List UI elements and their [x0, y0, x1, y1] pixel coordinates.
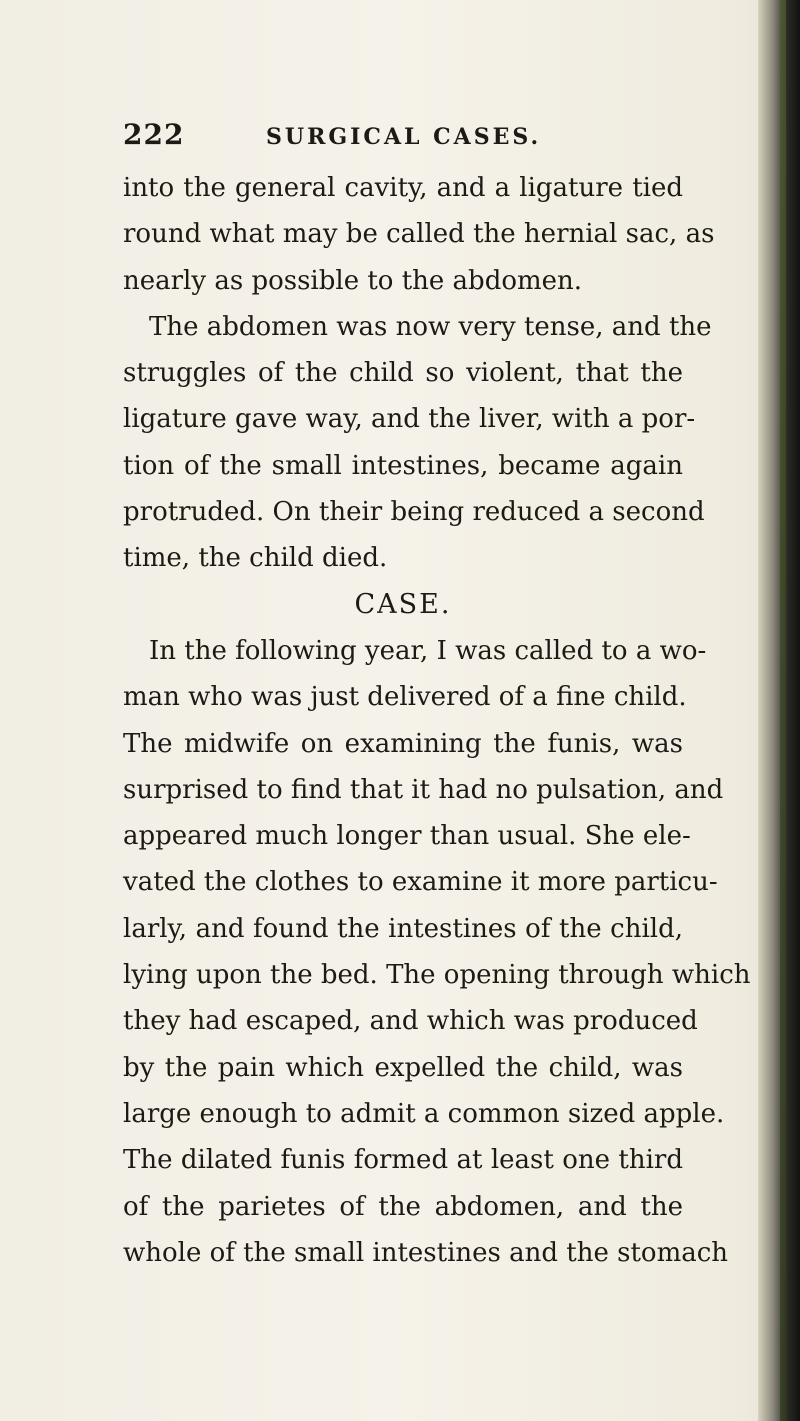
text-line: appeared much longer than usual. She ele- — [123, 821, 691, 852]
text-line: whole of the small intestines and the stomach — [123, 1237, 729, 1268]
text-line: nearly as possible to the abdomen. — [123, 265, 583, 296]
body-text — [123, 165, 751, 1276]
text-line: ligature gave way, and the liver, with a por- — [123, 404, 696, 435]
text-line: large enough to admit a common sized apple. — [123, 1098, 725, 1129]
text-line: round what may be called the hernial sac, as — [123, 219, 715, 250]
text-line: struggles of the child so violent, that the — [123, 358, 683, 389]
binding-strip — [780, 0, 786, 1421]
text-line: they had escaped, and which was produced — [123, 1006, 698, 1037]
running-head: SURGICAL CASES. — [266, 124, 542, 150]
page-number: 222 — [123, 118, 185, 151]
text-line: The midwife on examining the funis, was — [123, 728, 683, 759]
text-line: lying upon the bed. The opening through which — [123, 960, 751, 991]
text-line: into the general cavity, and a ligature tied — [123, 173, 683, 203]
text-line: In the following year, I was called to a wo- — [149, 635, 707, 666]
text-line: surprised to find that it had no pulsation, and — [123, 774, 724, 805]
page-edge-shadow — [758, 0, 800, 1421]
text-line: by the pain which expelled the child, was — [123, 1052, 683, 1083]
text-line: larly, and found the intestines of the child, — [123, 913, 683, 944]
text-line: protruded. On their being reduced a second — [123, 497, 705, 528]
text-line: time, the child died. — [123, 543, 388, 574]
text-line: tion of the small intestines, became again — [123, 450, 683, 481]
text-line: The abdomen was now very tense, and the — [149, 311, 712, 342]
text-line: vated the clothes to examine it more particu- — [123, 867, 718, 898]
case-heading: CASE. — [354, 588, 452, 620]
text-line: of the parietes of the abdomen, and the — [123, 1191, 683, 1222]
text-line: man who was just delivered of a fine child. — [123, 682, 687, 713]
text-line: The dilated funis formed at least one third — [123, 1145, 683, 1176]
